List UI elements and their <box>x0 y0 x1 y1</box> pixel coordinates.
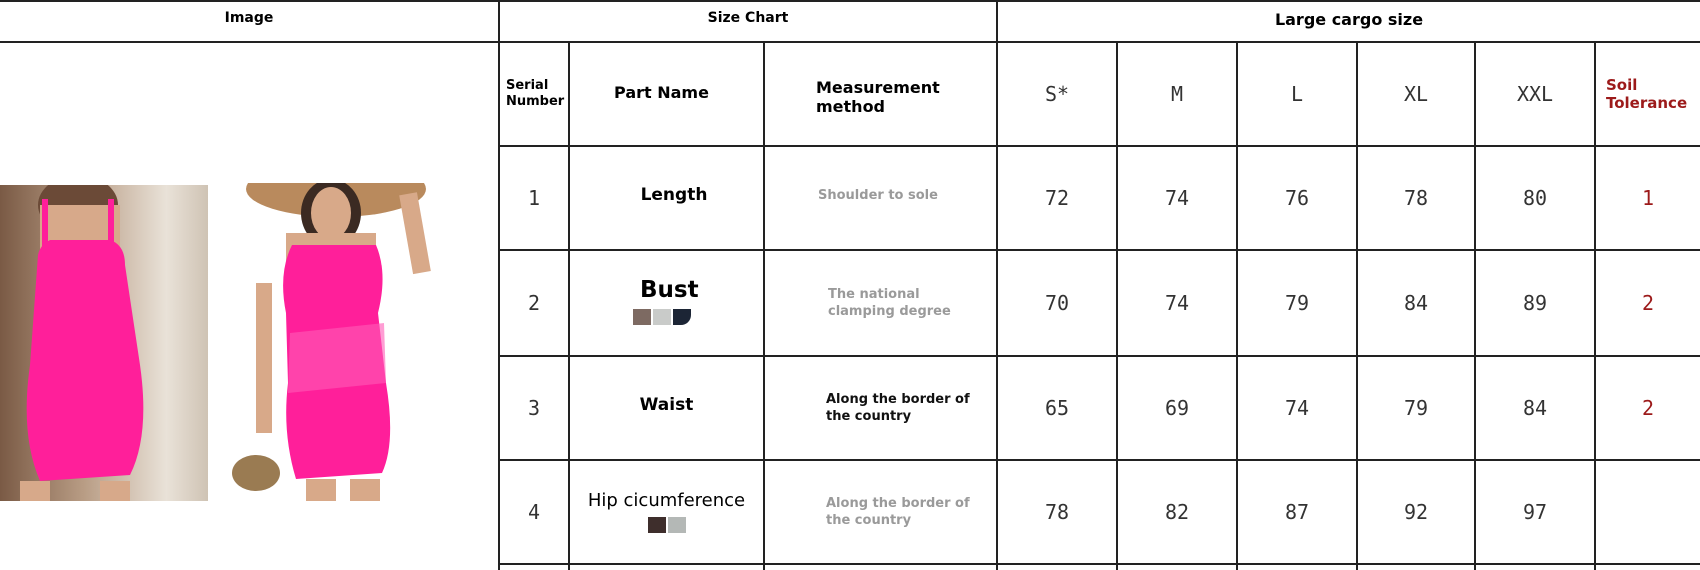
row4-m: 82 <box>1164 500 1190 524</box>
row1-part-name: Length <box>640 185 708 205</box>
row2-tolerance: 2 <box>1641 291 1655 315</box>
row4-tolerance <box>1596 461 1700 563</box>
image-header: Image <box>224 10 274 26</box>
size-header-l: L <box>1290 82 1304 106</box>
row4-part-name: Hip cicumference <box>587 489 746 511</box>
row2-l: 79 <box>1284 291 1310 315</box>
row4-l: 87 <box>1284 500 1310 524</box>
row4-color-swatches <box>648 517 686 533</box>
row4-xl: 92 <box>1403 500 1429 524</box>
swatch-brown <box>633 309 651 325</box>
row1-xl: 78 <box>1403 186 1429 210</box>
row3-measurement: Along the border of the country <box>826 392 970 424</box>
row4-measurement: Along the border of the country <box>826 496 970 528</box>
row4-xxl: 97 <box>1522 500 1548 524</box>
size-header-xxl: XXL <box>1516 82 1554 106</box>
size-header-m: M <box>1170 82 1184 106</box>
row2-serial: 2 <box>527 291 541 315</box>
swatch-dark-brown <box>648 517 666 533</box>
row1-m: 74 <box>1164 186 1190 210</box>
row3-serial: 3 <box>527 396 541 420</box>
row4-serial: 4 <box>527 500 541 524</box>
size-header-s: S* <box>1044 82 1070 106</box>
row1-s: 72 <box>1044 186 1070 210</box>
size-header-xl: XL <box>1403 82 1429 106</box>
row1-l: 76 <box>1284 186 1310 210</box>
part-name-header: Part Name <box>614 82 709 102</box>
row2-part-name: Bust <box>640 277 699 303</box>
row1-xxl: 80 <box>1522 186 1548 210</box>
size-chart-header: Size Chart <box>707 10 789 26</box>
row3-l: 74 <box>1284 396 1310 420</box>
soil-tolerance-header: Soil Tolerance <box>1606 76 1688 112</box>
row1-serial: 1 <box>527 186 541 210</box>
row4-part-cell <box>570 461 763 561</box>
row2-xxl: 89 <box>1522 291 1548 315</box>
swatch-grey <box>653 309 671 325</box>
swatch-light-grey <box>668 517 686 533</box>
measurement-method-header: Measurement method <box>816 78 940 116</box>
row3-xl: 79 <box>1403 396 1429 420</box>
row2-s: 70 <box>1044 291 1070 315</box>
row3-xxl: 84 <box>1522 396 1548 420</box>
row2-color-swatches <box>633 309 691 325</box>
row2-part-cell <box>570 251 763 351</box>
row2-xl: 84 <box>1403 291 1429 315</box>
row3-part-name: Waist <box>639 395 694 415</box>
swatch-navy <box>673 309 691 325</box>
row4-s: 78 <box>1044 500 1070 524</box>
row3-m: 69 <box>1164 396 1190 420</box>
row1-measurement: Shoulder to sole <box>818 187 938 203</box>
row2-measurement: The national clamping degree <box>828 287 951 319</box>
row3-s: 65 <box>1044 396 1070 420</box>
row2-m: 74 <box>1164 291 1190 315</box>
product-image-back <box>0 185 208 501</box>
serial-number-header: Serial Number <box>506 78 565 109</box>
large-cargo-size-header: Large cargo size <box>1274 9 1424 29</box>
product-image-front <box>226 183 464 501</box>
row3-tolerance: 2 <box>1641 396 1655 420</box>
row1-tolerance: 1 <box>1641 186 1655 210</box>
